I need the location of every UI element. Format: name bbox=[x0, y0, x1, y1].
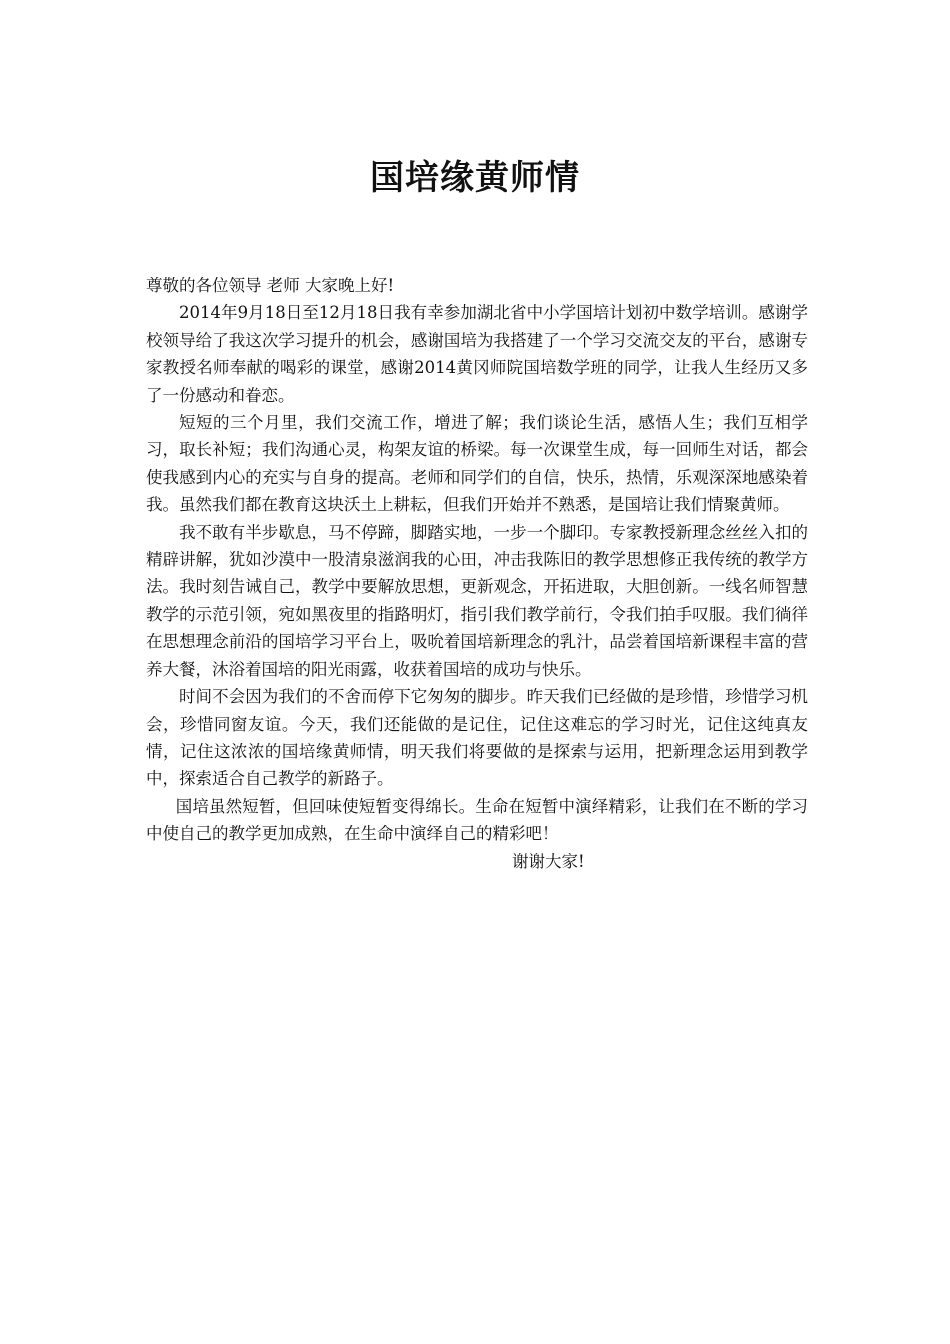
paragraph-3: 我不敢有半步歇息，马不停蹄，脚踏实地，一步一个脚印。专家教授新理念丝丝入扣的精辟讲解，犹如沙漠中一股清泉滋润我的心田，冲击我陈旧的教学思想修正我传统的教学方法。我时刻告诫自己，教学中要解放思想，更新观念，开拓进取，大胆创新。一线名师智慧教学的示范引领，宛如黑夜里的指路明灯，指引我们教学前行，令我们拍手叹服。我们徜徉在思想理念前沿的国培学习平台上，吸吮着国培新理念的乳汁，品尝着国培新课程丰富的营养大餐，沐浴着国培的阳光雨露，收获着国培的成功与快乐。 bbox=[146, 522, 808, 679]
closing-thanks: 谢谢大家! bbox=[512, 851, 585, 871]
salutation: 尊敬的各位领导 老师 大家晚上好! bbox=[146, 276, 395, 295]
paragraph-5: 国培虽然短暂，但回味使短暂变得绵长。生命在短暂中演绎精彩，让我们在不断的学习中使自己的教学更加成熟，在生命中演绎自己的精彩吧！ bbox=[146, 796, 808, 844]
paragraph-2: 短短的三个月里，我们交流工作，增进了解；我们谈论生活，感悟人生；我们互相学习，取长补短；我们沟通心灵，构架友谊的桥梁。每一次课堂生成，每一回师生对话，都会使我感到内心的充实与自身的提高。老师和同学们的自信，快乐，热情，乐观深深地感染着我。虽然我们都在教育这块沃土上耕耘，但我们开始并不熟悉，是国培让我们情聚黄师。 bbox=[146, 413, 808, 515]
paragraph-4: 时间不会因为我们的不舍而停下它匆匆的脚步。昨天我们已经做的是珍惜，珍惜学习机会，珍惜同窗友谊。今天，我们还能做的是记住，记住这难忘的学习时光，记住这纯真友情，记住这浓浓的国培缘黄师情，明天我们将要做的是探索与运用，把新理念运用到教学中，探索适合自己教学的新路子。 bbox=[146, 687, 808, 789]
speech-body bbox=[146, 272, 808, 875]
paragraph-1: 2014年9月18日至12月18日我有幸参加湖北省中小学国培计划初中数学培训。感谢学校领导给了我这次学习提升的机会，感谢国培为我搭建了一个学习交流交友的平台，感谢专家教授名师奉献的喝彩的课堂，感谢2014黄冈师院国培数学班的同学，让我人生经历又多了一份感动和眷恋。 bbox=[146, 303, 808, 405]
page-title: 国培缘黄师情 bbox=[370, 158, 580, 198]
